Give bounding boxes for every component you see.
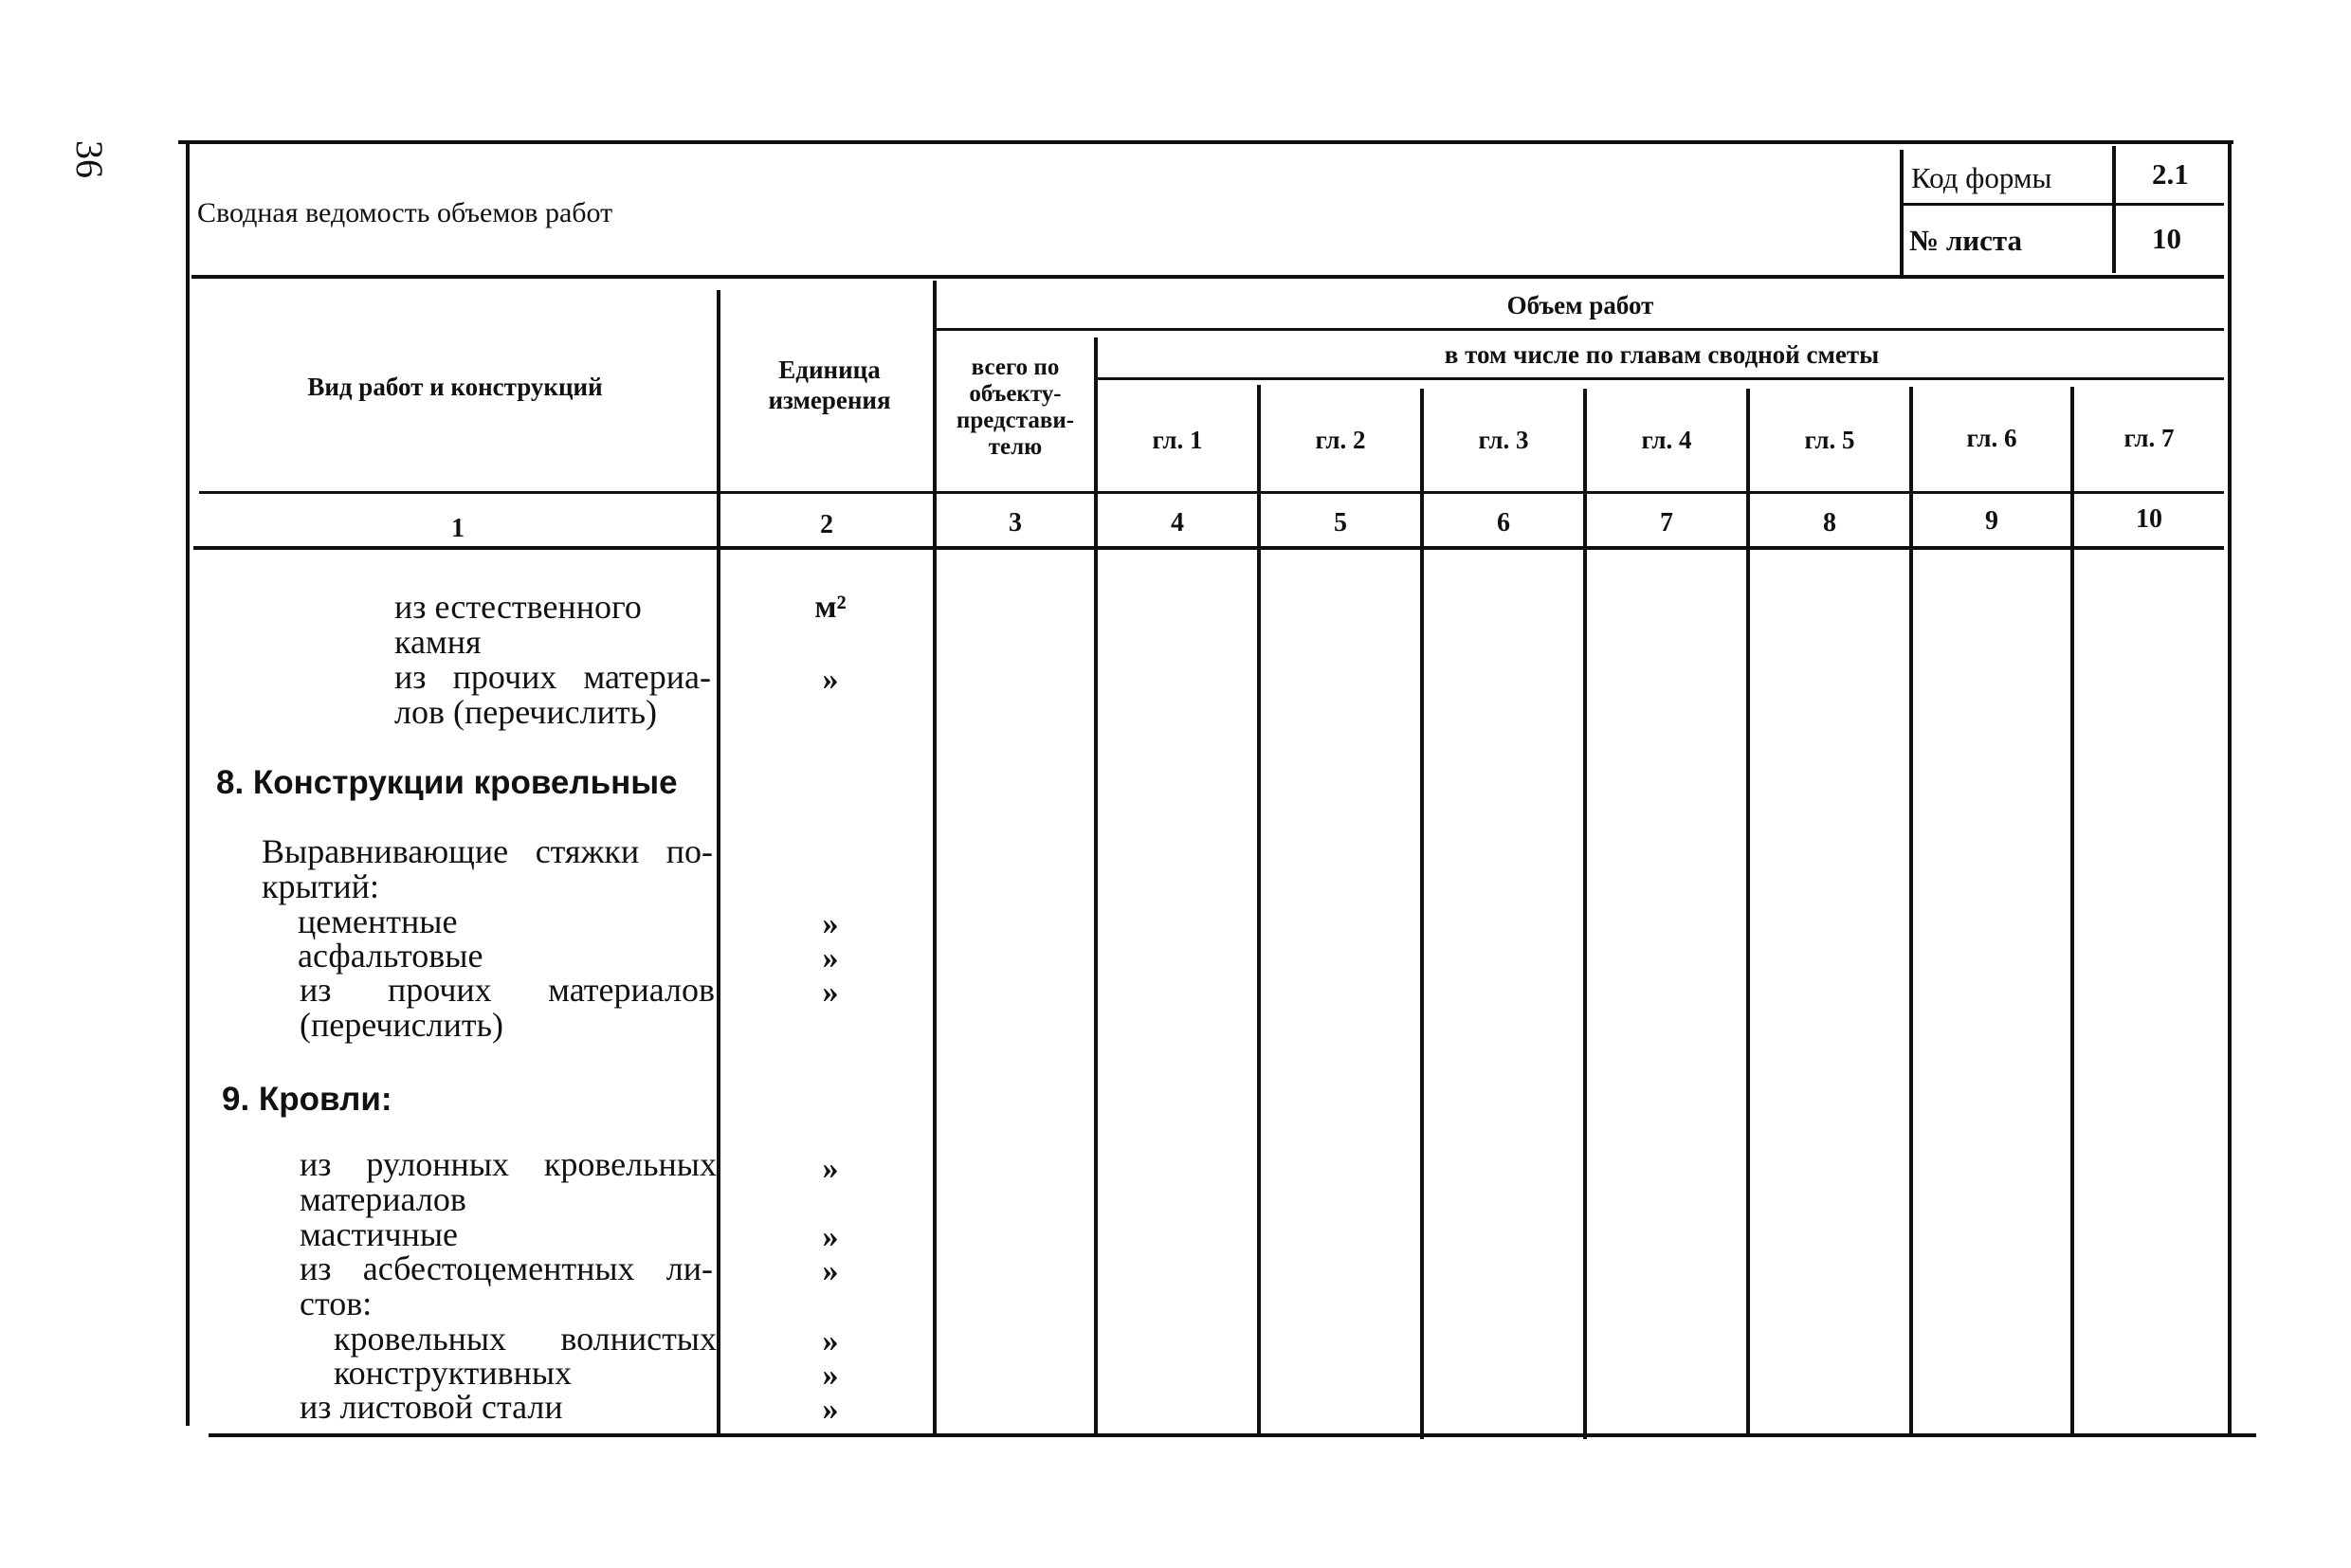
row-asphalt: асфальтовые [298,937,483,975]
row-text-line: лов (перечислить) [394,693,657,731]
col-header-volume: Объем работ [1506,291,1654,319]
col-rule-2 [717,290,720,1437]
total-line-1: всего по [971,355,1060,380]
unit-ditto: » [822,906,839,941]
col-rule-4 [1094,337,1098,1437]
section-8-heading: 8. Конструкции кровельные [216,764,678,801]
form-box-mid [2112,146,2116,273]
col-header-ch7: гл. 7 [2123,424,2175,452]
form-code-value: 2.1 [2152,157,2189,191]
col-header-chapters: в том числе по главам сводной сметы [1444,340,1880,369]
row-mastic: мастичные [300,1215,459,1253]
col-number-8: 8 [1823,508,1836,538]
row-text-line: (перечислить) [300,1006,504,1044]
unit-ditto: » [822,1323,839,1358]
col-header-ch5: гл. 5 [1804,426,1855,454]
col-header-ch2: гл. 2 [1315,426,1366,454]
sheet-value: 10 [2152,222,2181,255]
numbers-bottom-line [193,546,2224,550]
row-text-line: камня [394,623,482,661]
row-sheet-steel: из листовой стали [300,1388,563,1426]
row-text-line: крытий: [262,867,379,905]
row-text-line: из рулонных кровельных [300,1145,717,1183]
row-cement: цементные [298,903,458,940]
col-rule-9 [1909,387,1913,1437]
unit-ditto: » [822,662,839,697]
total-line-2: объекту- [969,381,1062,407]
page-number: 36 [68,140,111,178]
col-header-ch3: гл. 3 [1478,426,1529,454]
col-number-4: 4 [1171,508,1184,538]
form-code-label: Код формы [1911,161,2052,194]
unit-ditto: » [822,975,839,1010]
volume-group-line [937,328,2224,331]
unit-ditto: » [822,1219,839,1254]
row-other-materials-1 [394,660,711,730]
col-number-6: 6 [1497,508,1510,538]
header-bottom-line [199,491,2224,494]
form-box-sep [1902,203,2224,206]
col-number-1: 1 [451,514,465,543]
unit-ditto: » [822,1151,839,1186]
unit-ditto: » [822,940,839,975]
row-leveling-screeds [262,834,713,904]
col-header-work-type: Вид работ и конструкций [307,373,603,401]
section-9-heading: 9. Кровли: [222,1081,392,1118]
chapters-group-line [1096,377,2224,380]
row-structural: конструктивных [334,1354,573,1392]
col-header-ch4: гл. 4 [1641,426,1692,454]
row-natural-stone [394,590,717,660]
row-corrugated: кровельных волнистых [334,1320,717,1358]
form-box-left [1900,150,1904,275]
col-number-9: 9 [1985,506,1998,536]
row-other-materials-2 [300,973,715,1043]
col-rule-5 [1257,385,1261,1437]
row-text-line: материалов [300,1180,466,1218]
unit-ditto: » [822,1358,839,1393]
col-number-2: 2 [820,510,833,539]
unit-ditto: » [822,1392,839,1427]
row-text-line: стов: [300,1285,373,1322]
col-number-3: 3 [1009,508,1022,538]
unit-ditto: » [822,1253,839,1288]
col-header-ch6: гл. 6 [1966,424,2017,452]
frame-top [178,140,2233,144]
row-rolled-roofing [300,1147,717,1217]
total-line-4: телю [988,434,1043,460]
col-number-7: 7 [1660,508,1673,538]
row-asbestos-cement [300,1251,713,1322]
frame-left [186,142,190,1426]
col-number-10: 10 [2136,504,2162,534]
col-header-unit: Единица измерения [768,356,891,414]
row-text-line: из прочих материа- [394,658,711,696]
unit-sq-meter: м² [814,590,847,625]
total-line-3: представи- [956,408,1075,433]
row-text-line: Выравнивающие стяжки по- [262,832,713,870]
col-header-total [937,355,1094,461]
form-title: Сводная ведомость объемов работ [197,197,613,228]
col-header-ch1: гл. 1 [1152,426,1203,454]
col-rule-10 [2070,387,2074,1437]
frame-right [2228,142,2232,1433]
table-top-line [191,275,2224,279]
sheet-label: № листа [1909,224,2023,257]
table-bottom-line [209,1433,2256,1437]
row-text-line: из асбестоцементных ли- [300,1249,713,1287]
col-number-5: 5 [1334,508,1347,538]
row-text-line: из естественного [394,588,642,626]
row-text-line: из прочих материалов [300,971,715,1009]
